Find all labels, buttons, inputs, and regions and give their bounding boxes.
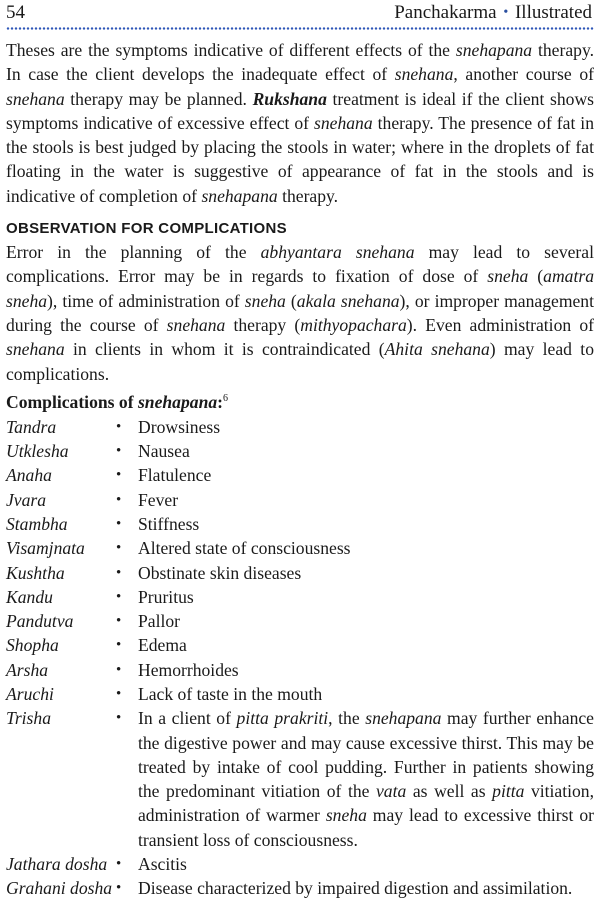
- section-paragraph: Error in the planning of the abhyantara snehana may lead to several complications. Error may be in regards to fixation of dose of sneha (amatra sneha), time of administration of sneha (akala snehana), or improper management during the course of snehana therapy (mithyopachara). Even administration of snehana in clients in whom it is contraindicated (Ahita snehana) may lead to complications.: [6, 242, 594, 384]
- emphasized-term: amatra sneha: [6, 266, 594, 311]
- bullet-icon: •: [116, 880, 122, 897]
- emphasized-term: snehana: [394, 64, 454, 85]
- complication-description: Disease characterized by impaired digestion and assimilation.: [138, 878, 573, 899]
- list-item: [6, 633, 594, 657]
- emphasized-term: snehana: [6, 339, 65, 360]
- bullet-icon: •: [116, 443, 122, 460]
- emphasized-term: snehapana: [201, 185, 278, 206]
- complications-heading-term: snehapana: [137, 391, 218, 412]
- complication-term: Shopha: [6, 635, 59, 656]
- bullet-icon: •: [116, 564, 122, 581]
- complication-description: Drowsiness: [138, 416, 221, 437]
- complication-description: Lack of taste in the mouth: [138, 683, 323, 704]
- complication-description: In a client of pitta prakriti, the snehapana may further enhance the digestive power and may cause excessive thirst. This may be treated by intake of cool pudding. Further in patients showing the predominant vitiation of the vata as well as pitta vitiation, administration of warmer sneha may lead to excessive thirst or transient loss of consciousness.: [138, 708, 595, 850]
- emphasized-term: vata: [376, 781, 407, 802]
- emphasized-term: snehapana: [455, 40, 533, 60]
- running-head-title: Panchakarma: [394, 2, 497, 23]
- complication-description: Hemorrhoides: [138, 659, 239, 680]
- running-head-separator: •: [503, 5, 509, 20]
- emphasized-term: sneha: [487, 266, 529, 287]
- emphasized-term: sneha: [244, 290, 286, 311]
- section-heading: OBSERVATION FOR COMPLICATIONS: [6, 220, 287, 238]
- header-dotted-rule: [6, 27, 594, 30]
- complication-term: Trisha: [6, 708, 51, 729]
- bullet-icon: •: [116, 491, 122, 508]
- bullet-icon: •: [116, 710, 122, 727]
- running-head: [394, 2, 592, 24]
- footnote-marker: 6: [223, 392, 229, 404]
- complication-term: Tandra: [6, 416, 57, 437]
- complication-description: Flatulence: [138, 465, 212, 486]
- complication-term: Jvara: [6, 489, 47, 510]
- complication-term: Anaha: [6, 465, 52, 486]
- emphasized-term: snehana: [6, 88, 65, 109]
- list-item: [6, 658, 594, 682]
- list-item: [6, 876, 594, 900]
- complication-description: Stiffness: [138, 513, 200, 534]
- emphasized-term: akala snehana: [296, 290, 400, 311]
- complication-description: Ascitis: [138, 854, 187, 875]
- list-item: [6, 609, 594, 633]
- complication-term: Visamjnata: [6, 538, 85, 559]
- complication-description: Pruritus: [138, 586, 194, 607]
- complication-term: Aruchi: [6, 683, 54, 704]
- list-item: [6, 512, 594, 536]
- list-item: [6, 852, 594, 876]
- bullet-icon: •: [116, 588, 122, 605]
- list-item: [6, 415, 594, 439]
- list-item: [6, 585, 594, 609]
- list-item: [6, 439, 594, 463]
- emphasized-term: pitta: [492, 781, 525, 802]
- complication-term: Kandu: [6, 586, 53, 607]
- complication-term: Jathara dosha: [6, 854, 108, 875]
- complication-term: Grahani dosha: [6, 878, 113, 899]
- bullet-icon: •: [116, 540, 122, 557]
- complication-description: Obstinate skin diseases: [138, 562, 302, 583]
- running-head-subtitle: Illustrated: [514, 2, 592, 23]
- emphasized-term: Ahita snehana: [384, 339, 490, 360]
- bullet-icon: •: [116, 467, 122, 484]
- complications-heading-prefix: Complications of: [6, 391, 138, 412]
- complication-term: Kushtha: [6, 562, 65, 583]
- complications-list: [6, 415, 594, 901]
- complication-term: Stambha: [6, 513, 68, 534]
- bullet-icon: •: [116, 685, 122, 702]
- page-body: [6, 38, 594, 901]
- complication-term: Arsha: [6, 659, 49, 680]
- list-item: [6, 561, 594, 585]
- list-item: [6, 706, 594, 852]
- intro-paragraph: Theses are the symptoms indicative of different effects of the snehapana therapy. In case the client develops the inadequate effect of snehana, another course of snehana therapy may be planned. Rukshana treatment is ideal if the client shows symptoms indicative of excessive effect of snehana therapy. The presence of fat in the stools is best judged by placing the stools in water; where in the droplets of fat floating in the water is suggestive of appearance of fat in the stools and is indicative of completion of snehapana therapy.: [6, 40, 594, 206]
- complication-description: Nausea: [138, 441, 190, 462]
- page-number: 54: [6, 2, 25, 23]
- complications-heading-suffix: :: [217, 391, 224, 412]
- bullet-icon: •: [116, 418, 122, 435]
- emphasized-term: abhyantara snehana: [260, 242, 415, 263]
- emphasized-term: snehana: [166, 314, 226, 335]
- complication-term: Utklesha: [6, 441, 69, 462]
- complication-description: Altered state of consciousness: [138, 538, 351, 559]
- list-item: [6, 488, 594, 512]
- complication-description: Edema: [138, 635, 187, 656]
- bullet-icon: •: [116, 515, 122, 532]
- bullet-icon: •: [116, 637, 122, 654]
- emphasized-term: sneha: [325, 805, 367, 826]
- list-item: [6, 682, 594, 706]
- complication-term: Pandutva: [6, 611, 74, 632]
- emphasized-term: mithyopachara: [300, 314, 407, 335]
- list-item: [6, 536, 594, 560]
- list-item: [6, 463, 594, 487]
- emphasized-term: snehana: [314, 112, 373, 133]
- complications-heading: [6, 387, 594, 414]
- emphasized-term: pitta prakriti: [236, 708, 329, 729]
- emphasized-term: Rukshana: [252, 88, 327, 109]
- bullet-icon: •: [116, 661, 122, 678]
- bullet-icon: •: [116, 856, 122, 873]
- bullet-icon: •: [116, 613, 122, 630]
- complication-description: Fever: [138, 489, 179, 510]
- emphasized-term: snehapana: [365, 708, 442, 729]
- complication-description: Pallor: [138, 611, 181, 632]
